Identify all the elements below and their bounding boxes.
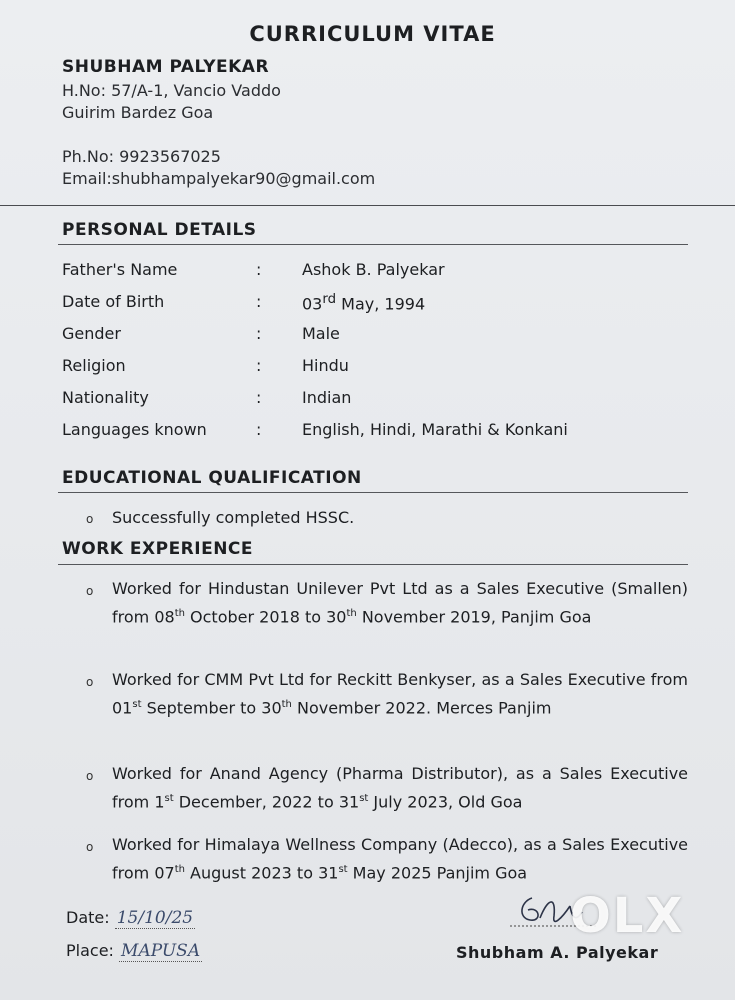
applicant-name: SHUBHAM PALYEKAR [62,57,270,77]
date-value: 15/10/25 [116,908,194,928]
personal-row-father [62,260,682,282]
work-item: Worked for CMM Pvt Ltd for Reckitt Benkyser, as a Sales Executive from 01st September to 30th November 2022. Merces Panjim [112,670,688,718]
work-item: Worked for Hindustan Unilever Pvt Ltd as a Sales Executive (Smallen) from 08th October 2018 to 30th November 2019, Panjim Goa [112,579,688,627]
olx-watermark: OLX [570,888,685,944]
address-line-1: H.No: 57/A-1, Vancio Vaddo [62,81,281,100]
date-label: Date: [66,908,110,927]
date-line [66,908,195,928]
work-experience-heading: WORK EXPERIENCE [62,539,254,559]
personal-row-religion [62,356,682,378]
place-line [66,941,202,961]
personal-details-rule [58,244,688,245]
bullet-icon: o [86,512,94,526]
row-value: English, Hindi, Marathi & Konkani [302,420,568,439]
row-value: Male [302,324,340,343]
place-label: Place: [66,941,114,960]
row-colon: : [256,388,262,407]
personal-row-nationality [62,388,682,410]
row-label: Languages known [62,420,207,439]
row-label: Date of Birth [62,292,165,311]
work-item: Worked for Himalaya Wellness Company (Adecco), as a Sales Executive from 07th August 2023 to 31st May 2025 Panjim Goa [112,835,688,883]
personal-row-gender [62,324,682,346]
education-item: Successfully completed HSSC. [112,508,355,527]
phone-number: Ph.No: 9923567025 [62,147,221,166]
row-label: Father's Name [62,260,178,279]
education-rule [58,492,688,493]
row-value: Hindu [302,356,349,375]
row-colon: : [256,420,262,439]
signature-name: Shubham A. Palyekar [456,943,659,962]
education-heading: EDUCATIONAL QUALIFICATION [62,468,362,488]
row-value: Ashok B. Palyekar [302,260,445,279]
personal-row-languages [62,420,682,442]
row-colon: : [256,356,262,375]
work-item: Worked for Anand Agency (Pharma Distributor), as a Sales Executive from 1st December, 2022 to 31st July 2023, Old Goa [112,764,688,812]
bullet-icon: o [86,840,94,854]
bullet-icon: o [86,584,94,598]
row-label: Religion [62,356,126,375]
row-label: Gender [62,324,121,343]
row-colon: : [256,324,262,343]
bullet-icon: o [86,675,94,689]
personal-row-dob [62,292,682,314]
row-colon: : [256,292,262,311]
row-colon: : [256,260,262,279]
row-label: Nationality [62,388,149,407]
email-address: Email:shubhampalyekar90@gmail.com [62,169,376,188]
row-value: Indian [302,388,352,407]
header-divider [0,205,735,206]
document-title: CURRICULUM VITAE [249,22,496,46]
personal-details-heading: PERSONAL DETAILS [62,220,257,240]
work-experience-rule [58,564,688,565]
row-value: 03rd May, 1994 [302,292,426,314]
bullet-icon: o [86,769,94,783]
place-value: MAPUSA [121,941,201,961]
address-line-2: Guirim Bardez Goa [62,103,214,122]
